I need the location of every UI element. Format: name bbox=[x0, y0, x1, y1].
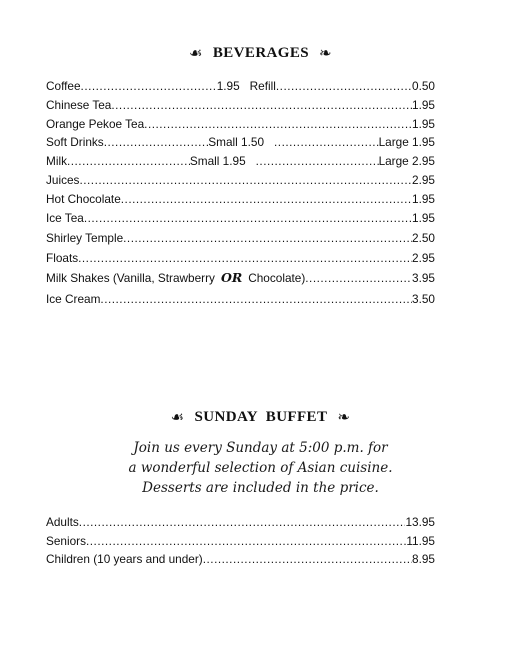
item-name-part1: Milk Shakes (Vanilla, Strawberry bbox=[46, 271, 215, 285]
item-price: 3.50 bbox=[412, 292, 435, 306]
leader-dots bbox=[100, 292, 412, 306]
right-ornament-icon: ❧ bbox=[319, 46, 332, 62]
item-name: Orange Pekoe Tea bbox=[46, 117, 145, 131]
menu-item-juices bbox=[46, 169, 435, 187]
menu-item-floats bbox=[46, 247, 435, 265]
item-name: Coffee bbox=[46, 79, 81, 93]
menu-item-milk-shakes bbox=[46, 267, 435, 285]
left-ornament-icon: ☙ bbox=[170, 410, 185, 426]
leader-dots bbox=[81, 79, 217, 93]
or-word: OR bbox=[220, 270, 243, 285]
leader-dots bbox=[111, 98, 412, 112]
intro-line: Desserts are included in the price. bbox=[142, 480, 379, 496]
menu-item-orange-pekoe-tea bbox=[46, 113, 435, 131]
leader-dots bbox=[79, 515, 406, 529]
item-name: Milk bbox=[46, 154, 67, 168]
item-price: 1.95 bbox=[412, 98, 435, 112]
item-price: 13.95 bbox=[405, 515, 435, 529]
leader-dots bbox=[123, 231, 412, 245]
item-price: 1.95 bbox=[412, 192, 435, 206]
intro-line: Join us every Sunday at 5:00 p.m. for bbox=[133, 440, 388, 456]
leader-dots bbox=[84, 211, 412, 225]
item-name: Children (10 years and under) bbox=[46, 552, 203, 566]
item-price: 8.95 bbox=[412, 552, 435, 566]
item-name-part2: Chocolate) bbox=[248, 271, 306, 285]
item-price: 2.95 bbox=[412, 251, 435, 265]
buffet-description bbox=[0, 438, 521, 498]
leader-dots bbox=[79, 173, 412, 187]
leader-dots bbox=[78, 251, 412, 265]
item-name: Ice Tea bbox=[46, 211, 84, 225]
sunday-buffet-title: SUNDAY BUFFET bbox=[194, 409, 328, 425]
leader-dots bbox=[67, 154, 190, 168]
small-price: Small 1.95 bbox=[189, 154, 246, 168]
menu-item-coffee bbox=[46, 75, 435, 93]
item-name: Shirley Temple bbox=[46, 231, 124, 245]
item-name: Hot Chocolate bbox=[46, 192, 121, 206]
leader-dots bbox=[305, 271, 412, 285]
large-price: Large 1.95 bbox=[378, 135, 435, 149]
sunday-buffet-heading bbox=[0, 408, 521, 427]
menu-item-chinese-tea bbox=[46, 94, 435, 112]
small-price: Small 1.50 bbox=[208, 135, 265, 149]
menu-item-ice-tea bbox=[46, 207, 435, 225]
menu-item-hot-chocolate bbox=[46, 188, 435, 206]
item-price: 1.95 bbox=[412, 117, 435, 131]
leader-dots bbox=[276, 79, 412, 93]
intro-line: a wonderful selection of Asian cuisine. bbox=[128, 460, 393, 476]
leader-dots bbox=[144, 117, 412, 131]
item-name: Juices bbox=[46, 173, 80, 187]
refill-name: Refill bbox=[249, 79, 276, 93]
beverages-heading bbox=[0, 44, 521, 63]
item-price: 1.95 bbox=[216, 79, 240, 93]
menu-item-ice-cream bbox=[46, 288, 435, 306]
left-ornament-icon: ☙ bbox=[189, 46, 203, 62]
item-name: Soft Drinks bbox=[46, 135, 104, 149]
leader-dots bbox=[104, 135, 209, 149]
item-price: 3.95 bbox=[412, 271, 435, 285]
refill-price: 0.50 bbox=[412, 79, 435, 93]
item-name: Ice Cream bbox=[46, 292, 101, 306]
leader-dots bbox=[256, 154, 379, 168]
menu-item-shirley-temple bbox=[46, 227, 435, 245]
item-name: Adults bbox=[46, 515, 79, 529]
leader-dots bbox=[274, 135, 379, 149]
menu-item-milk bbox=[46, 150, 435, 168]
large-price: Large 2.95 bbox=[378, 154, 435, 168]
buffet-price-seniors bbox=[46, 530, 435, 548]
item-price: 11.95 bbox=[406, 534, 435, 548]
buffet-price-adults bbox=[46, 511, 435, 529]
item-price: 1.95 bbox=[412, 211, 435, 225]
beverages-title: BEVERAGES bbox=[212, 45, 310, 61]
right-ornament-icon: ❧ bbox=[337, 410, 351, 426]
menu-item-soft-drinks bbox=[46, 131, 435, 149]
buffet-price-children bbox=[46, 548, 435, 566]
item-name: Chinese Tea bbox=[46, 98, 112, 112]
item-price: 2.95 bbox=[412, 173, 435, 187]
item-name: Floats bbox=[46, 251, 79, 265]
item-name: Seniors bbox=[46, 534, 86, 548]
leader-dots bbox=[86, 534, 406, 548]
leader-dots bbox=[203, 552, 412, 566]
leader-dots bbox=[121, 192, 412, 206]
item-price: 2.50 bbox=[412, 231, 435, 245]
